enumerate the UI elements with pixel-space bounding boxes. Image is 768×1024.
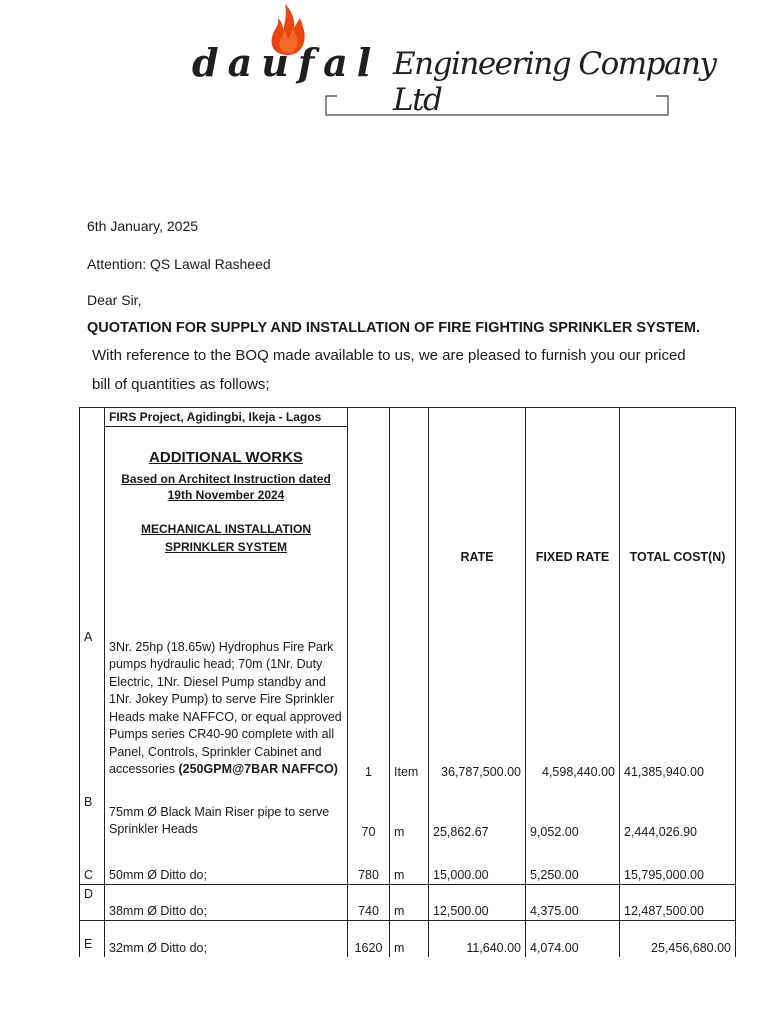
fixed-rate-header: FIXED RATE (526, 408, 620, 626)
row-ref: A (80, 626, 105, 781)
table-row (80, 921, 736, 957)
row-total: 25,456,680.00 (620, 921, 736, 957)
additional-works-title: ADDITIONAL WORKS (149, 449, 303, 466)
row-fixed-rate: 4,598,440.00 (526, 626, 620, 781)
row-description-bold: (250GPM@7BAR NAFFCO) (178, 762, 338, 776)
subject-line: QUOTATION FOR SUPPLY AND INSTALLATION OF FIRE FIGHTING SPRINKLER SYSTEM. (87, 320, 701, 336)
salutation: Dear Sir, (87, 292, 142, 308)
row-ref: C (80, 841, 105, 885)
row-total: 2,444,026.90 (620, 781, 736, 841)
address-bracket (325, 95, 669, 117)
section-title-line-1: MECHANICAL INSTALLATION (141, 522, 311, 536)
table-row (80, 841, 736, 885)
instruction-line-1: Based on Architect Instruction dated (121, 472, 331, 486)
rate-header: RATE (429, 408, 526, 626)
row-ref: B (80, 781, 105, 841)
table-row (80, 885, 736, 921)
row-description: 75mm Ø Black Main Riser pipe to serve Sprinkler Heads (105, 781, 348, 841)
table-row (80, 781, 736, 841)
row-rate: 36,787,500.00 (429, 626, 526, 781)
row-description (105, 626, 348, 781)
row-description: 38mm Ø Ditto do; (105, 885, 348, 921)
body-paragraph-line-2: bill of quantities as follows; (92, 376, 270, 393)
row-qty: 740 (348, 885, 390, 921)
row-unit: m (390, 781, 429, 841)
row-description-text: 3Nr. 25hp (18.65w) Hydrophus Fire Park pumps hydraulic head; 70m (1Nr. Duty Electric, 1Nr. Diesel Pump standby and 1Nr. Jokey Pump) to serve Fire Sprinkler Heads make NAFFCO, or equal approved Pumps series CR40-90 complete with all Panel, Controls, Sprinkler Cabinet and accessories (109, 639, 342, 776)
letter-date: 6th January, 2025 (87, 218, 199, 234)
row-rate: 11,640.00 (429, 921, 526, 957)
row-unit: m (390, 885, 429, 921)
boq-table (79, 407, 736, 957)
row-rate: 25,862.67 (429, 781, 526, 841)
row-fixed-rate: 5,250.00 (526, 841, 620, 885)
total-cost-header: TOTAL COST(N) (620, 408, 736, 626)
row-total: 12,487,500.00 (620, 885, 736, 921)
brand-wordmark: daufal (192, 40, 381, 85)
row-unit: Item (390, 626, 429, 781)
row-qty: 780 (348, 841, 390, 885)
row-total: 15,795,000.00 (620, 841, 736, 885)
row-qty: 1620 (348, 921, 390, 957)
ref-header-cell (80, 408, 105, 626)
attention-line: Attention: QS Lawal Rasheed (87, 256, 271, 272)
row-qty: 1 (348, 626, 390, 781)
letterhead (0, 0, 768, 130)
table-row (80, 626, 736, 781)
unit-header-cell (390, 408, 429, 626)
row-description: 32mm Ø Ditto do; (105, 921, 348, 957)
body-paragraph-line-1: With reference to the BOQ made available to us, we are pleased to furnish you our priced (92, 347, 686, 364)
row-ref: D (80, 885, 105, 921)
row-rate: 15,000.00 (429, 841, 526, 885)
row-fixed-rate: 4,074.00 (526, 921, 620, 957)
table-header-row (80, 408, 736, 626)
row-ref: E (80, 921, 105, 957)
row-fixed-rate: 9,052.00 (526, 781, 620, 841)
row-total: 41,385,940.00 (620, 626, 736, 781)
row-description: 50mm Ø Ditto do; (105, 841, 348, 885)
row-qty: 70 (348, 781, 390, 841)
section-title-line-2: SPRINKLER SYSTEM (164, 540, 287, 554)
brand-subtitle: Engineering Company Ltd (393, 46, 716, 118)
instruction-line-2: 19th November 2024 (167, 488, 285, 502)
row-unit: m (390, 841, 429, 885)
row-rate: 12,500.00 (429, 885, 526, 921)
qty-header-cell (348, 408, 390, 626)
description-header-cell (105, 408, 348, 626)
project-name: FIRS Project, Agidingbi, Ikeja - Lagos (105, 408, 347, 427)
row-unit: m (390, 921, 429, 957)
row-fixed-rate: 4,375.00 (526, 885, 620, 921)
